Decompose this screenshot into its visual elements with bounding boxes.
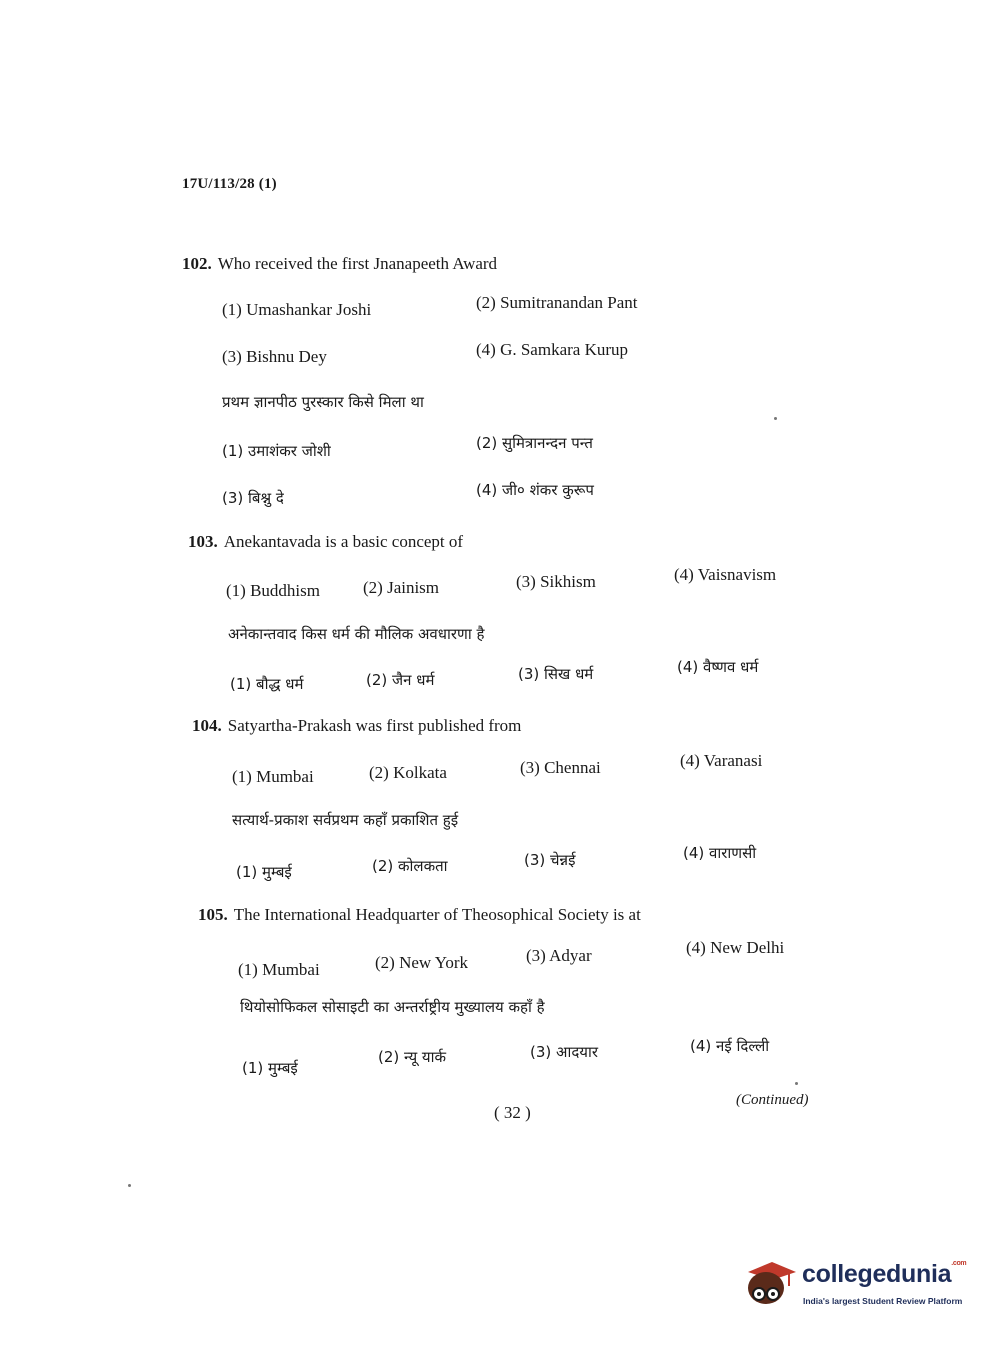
question-number: 103. [188,532,218,551]
option-1-en: (1) Buddhism [226,581,320,600]
option-2-hi: (2) सुमित्रानन्दन पन्त [476,434,593,452]
question-text-en: 103. Anekantavada is a basic concept of [188,532,464,551]
option-2-en: (2) Jainism [363,578,440,597]
option-2-hi: (2) न्यू यार्क [378,1048,447,1066]
logo-wordmark: collegedunia$^{.com}$ [802,1260,967,1288]
option-1-hi: (1) उमाशंकर जोशी [222,442,331,460]
page-number: ( 32 ) [494,1103,531,1122]
question-text-hi: अनेकान्तवाद किस धर्म की मौलिक अवधारणा है [228,625,485,643]
collegedunia-logo [742,1252,972,1316]
option-4-hi: (4) वैष्णव धर्म [677,658,759,676]
option-2-hi: (2) कोलकता [372,857,448,875]
option-4-hi: (4) वाराणसी [683,844,757,862]
option-1-hi: (1) बौद्ध धर्म [230,675,304,693]
scan-speck [795,1082,798,1085]
option-3-hi: (3) आदयार [530,1043,599,1061]
option-4-en: (4) New Delhi [686,938,785,957]
scan-speck [128,1184,131,1187]
option-4-en: (4) G. Samkara Kurup [476,340,629,359]
option-3-hi: (3) बिश्नु दे [222,489,284,507]
option-3-en: (3) Sikhism [516,572,596,591]
question-text-hi: प्रथम ज्ञानपीठ पुरस्कार किसे मिला था [222,393,424,411]
option-3-hi: (3) चेन्नई [524,851,576,869]
option-3-en: (3) Bishnu Dey [222,347,327,366]
question-text-hi: सत्यार्थ-प्रकाश सर्वप्रथम कहाँ प्रकाशित हुई [232,811,459,829]
option-4-en: (4) Varanasi [680,751,763,770]
option-2-en: (2) Kolkata [369,763,447,782]
option-1-en: (1) Mumbai [232,767,314,786]
continued-note: (Continued) [736,1092,809,1108]
question-number: 104. [192,716,222,735]
mascot-icon [742,1252,800,1310]
option-4-hi: (4) जी० शंकर कुरूप [476,481,594,499]
option-1-en: (1) Mumbai [238,960,320,979]
question-text-hi: थियोसोफिकल सोसाइटी का अन्तर्राष्ट्रीय मुख्यालय कहाँ है [240,998,545,1016]
option-4-hi: (4) नई दिल्ली [690,1037,770,1055]
option-3-hi: (3) सिख धर्म [518,665,594,683]
option-1-hi: (1) मुम्बई [242,1059,298,1077]
option-3-en: (3) Adyar [526,946,592,965]
question-number: 102. [182,254,212,273]
question-number: 105. [198,905,228,924]
question-text-en: 102. Who received the first Jnanapeeth Award [182,254,498,273]
option-1-en: (1) Umashankar Joshi [222,300,372,319]
option-2-hi: (2) जैन धर्म [366,671,435,689]
option-2-en: (2) Sumitranandan Pant [476,293,638,312]
option-3-en: (3) Chennai [520,758,601,777]
option-2-en: (2) New York [375,953,469,972]
logo-tagline: India's largest Student Review Platform [803,1296,963,1306]
option-1-hi: (1) मुम्बई [236,863,292,881]
question-text-en: 104. Satyartha-Prakash was first published from [192,716,522,735]
question-text-en: 105. The International Headquarter of Theosophical Society is at [198,905,641,924]
paper-code: 17U/113/28 (1) [182,176,277,192]
scan-speck [774,417,777,420]
option-4-en: (4) Vaisnavism [674,565,777,584]
